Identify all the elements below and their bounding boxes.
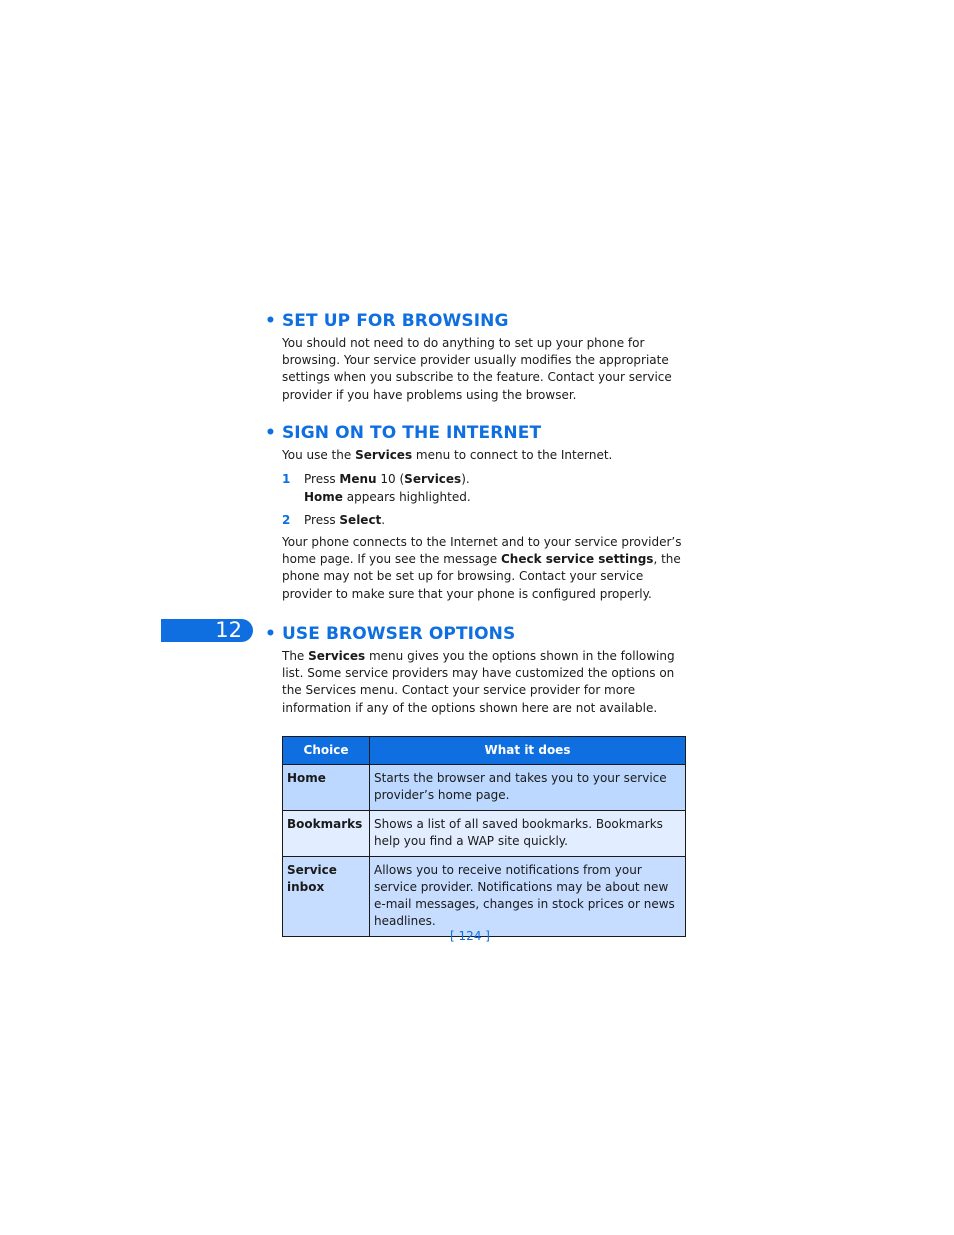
- heading-use-browser-options: [265, 624, 515, 644]
- menu-name-services: Services: [355, 448, 413, 462]
- choice-cell: Bookmarks: [283, 811, 370, 857]
- step-text: Press Menu 10 (Services).: [304, 472, 470, 486]
- chapter-tab: 12: [161, 619, 253, 642]
- step-number: 2: [282, 513, 291, 527]
- description-cell: Starts the browser and takes you to your service provider’s home page.: [370, 765, 686, 811]
- step-2: [282, 511, 682, 531]
- options-paragraph: The Services menu gives you the options shown in the following list. Some service providers may have customized the options on the Services menu. Contact your service provider for more information if any of the options shown here are not available.: [282, 649, 675, 715]
- heading-bullet: •: [265, 624, 276, 644]
- signon-intro: You use the Services menu to connect to the Internet.: [282, 448, 613, 462]
- heading-text: SIGN ON TO THE INTERNET: [281, 423, 542, 443]
- page-number: [ 124 ]: [450, 929, 490, 943]
- signon-paragraph: Your phone connects to the Internet and to your service provider’s home page. If you see the message Check service settings, the phone may not be set up for browsing. Contact your service provider to make sure that your phone is configured properly.: [282, 535, 682, 601]
- table-row: [283, 765, 686, 811]
- table-row: [283, 811, 686, 857]
- column-header-what-it-does: What it does: [370, 737, 686, 765]
- column-header-choice: Choice: [283, 737, 370, 765]
- heading-text: USE BROWSER OPTIONS: [281, 624, 516, 644]
- heading-bullet: •: [265, 423, 276, 443]
- browser-options-table: [282, 736, 686, 937]
- table-row: [283, 857, 686, 937]
- heading-bullet: •: [265, 311, 276, 331]
- heading-set-up-for-browsing: [265, 311, 509, 331]
- step-text: Press Select.: [304, 513, 386, 527]
- heading-sign-on: [265, 423, 541, 443]
- message-check-service-settings: Check service settings: [500, 552, 654, 567]
- choice-cell: Service inbox: [283, 857, 370, 937]
- table-header-row: [283, 737, 686, 765]
- setup-paragraph: You should not need to do anything to set up your phone for browsing. Your service provider usually modifies the appropriate settings when you subscribe to the feature. Contact your service provider if you have problems using the browser.: [282, 336, 672, 402]
- step-number: 1: [282, 472, 291, 486]
- choice-cell: Home: [283, 765, 370, 811]
- step-1: [282, 470, 682, 510]
- description-cell: Allows you to receive notifications from your service provider. Notifications may be about new e-mail messages, changes in stock prices or news headlines.: [370, 857, 686, 937]
- description-cell: Shows a list of all saved bookmarks. Bookmarks help you find a WAP site quickly.: [370, 811, 686, 857]
- heading-text: SET UP FOR BROWSING: [281, 311, 509, 331]
- step-subtext: Home appears highlighted.: [304, 490, 471, 504]
